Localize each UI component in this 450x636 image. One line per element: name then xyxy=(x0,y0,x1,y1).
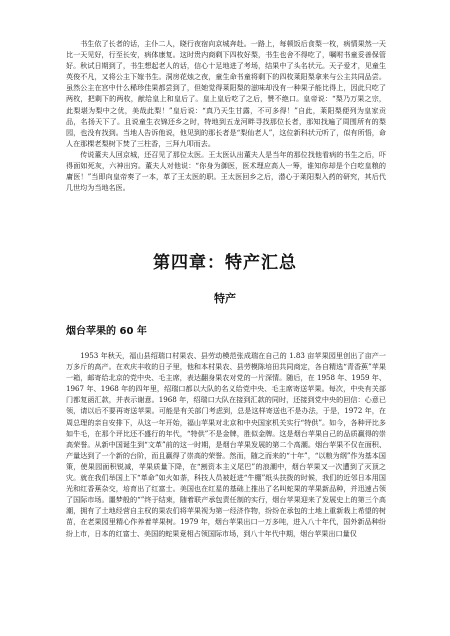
section-title: 特产 xyxy=(214,292,236,305)
chapter-title: 第四章：特产汇总 xyxy=(153,253,297,273)
apple-history-text xyxy=(66,350,386,539)
legend-story-text xyxy=(66,38,386,193)
subsection-title: 烟台苹果的 60 年 xyxy=(66,326,147,337)
story-paragraph-2: 传说董夫人回京城，还召见了那位太医。王太医认出董夫人是当年的那位找他看病的书生之后，吓得面如死灰，六神出窍。董夫人对他说：“你身为御医，医术理应高人一筹，谁知你却是个白吃皇粮的庸医！”当即向皇帝奏了一本，革了王太医的职。王太医回乡之后，潜心于莱阳梨入药的研究，其后代几世均为当地名医。 xyxy=(66,149,386,193)
story-paragraph-1: 书生依了长者的话，主仆二人，晓行夜宿向京城奔赴。一路上，每顿饭后食梨一枚，病情果然一天比一天见好，行至长安，病体康复。这时贵内商剩下四枚好梨，书生也舍不得吃了，嘱咐书童妥善保管好。秋试日期到了，书生想起老人的话，信心十足地进了考场，结果中了头名状元。天子爱才，见童生英俊不凡，又将公主下嫁书生。洞房花烛之夜，童生命书童将剩下的四枚莱阳梨拿来与公主共同品尝。虽然公主在宫中什么稀珍佳果都尝到了，但她觉得莱阳梨的滋味却没有一种果子能比得上，因此只吃了两枚，把剩下的两枚，献给皇上和皇后了。皇上皇后吃了之后，赞不绝口。皇帝说：“梨乃万果之宗，此梨堪为梨中之优，美哉此梨！”皇后说：“真乃天生甘露，不可多得！”自此，莱阳梨便列为皇家贡品，名扬天下了。且说童生衣锦还乡之时，特地到五龙河畔寻找那位长者，那知找遍了周围所有的梨园，也没有找到。当地人告诉他说，他见到的那长者是“梨仙老人”，这位新科状元听了，似有所悟，命人在那棵老梨树下焚了三柱香，三拜九叩而去。 xyxy=(66,39,386,148)
apple-paragraph: 1953 年秋天，福山县绍瑞口村果农、县劳动模范张成瑞在自己的 1.83 亩苹果园里创出了亩产一万多斤的高产。在欢庆丰收的日子里，他和本村果农、县劳模陈培田共同商定，各自精选“青香蕉”苹果一箱，邮寄给北京的党中央、毛主席，表达翻身果农对党的一片深情。随后，在 1958 年、1959 年、1967 年、1968 年的四年里，绍瑞口都以大队的名义给党中央、毛主席寄送苹果。每次，中央有关部门都复函汇款，并表示谢意。1968 年，绍瑞口大队在接到汇款的同时，还接到党中央的回信：心意已领，请以后不要再寄送苹果。可能是有关部门考虑到，总是这样寄送也不是办法，于是，1972 年，在周总理的亲自安排下，从这一年开始，福山苹果对北京和中央国家机关实行“特供”。如今，各种评比多如牛毛，在那个评比还不盛行的年代，“特供”不是金牌，胜似金牌。这是烟台苹果自己的品质赢得的崇高荣誉。从新中国诞生到“文革”前的这一时期，是烟台苹果发展的第二个高潮。烟台苹果不仅在面积、产量达到了一个新的台阶，而且赢得了崇高的荣誉。然而，随之而来的“十年”，“以粮为纲”作为基本国策，使果园面积锐减，苹果质量下降，在“割资本主义尾巴”的浪潮中，烟台苹果又一次遭到了灭顶之灾。就在我们举国上下“革命”如火如荼，科技人员被赶进“牛棚”纸头扶拨的时候，我们的近邻日本用国光和红香蕉杂交，培育出了红富士。美国也在红星的基础上推出了名叫蛇果的苹果新品种，并迅速占领了国际市场。噩梦般的“”终于结束，随着联产承包责任制的实行，烟台苹果迎来了发展史上的第三个高潮，拥有了土地经营自主权的果农们将苹果视为第一经济作物，纷纷在承包的土地上重新栽上希望的树苗，在老果园里精心作养着苹果树。1979 年，烟台苹果出口一万多吨，进入八十年代，国外新品种纷纷上市，日本的红富士、美国的蛇果竟相占领国际市场，到八十年代中期，烟台苹果出口量仅 xyxy=(66,351,386,538)
